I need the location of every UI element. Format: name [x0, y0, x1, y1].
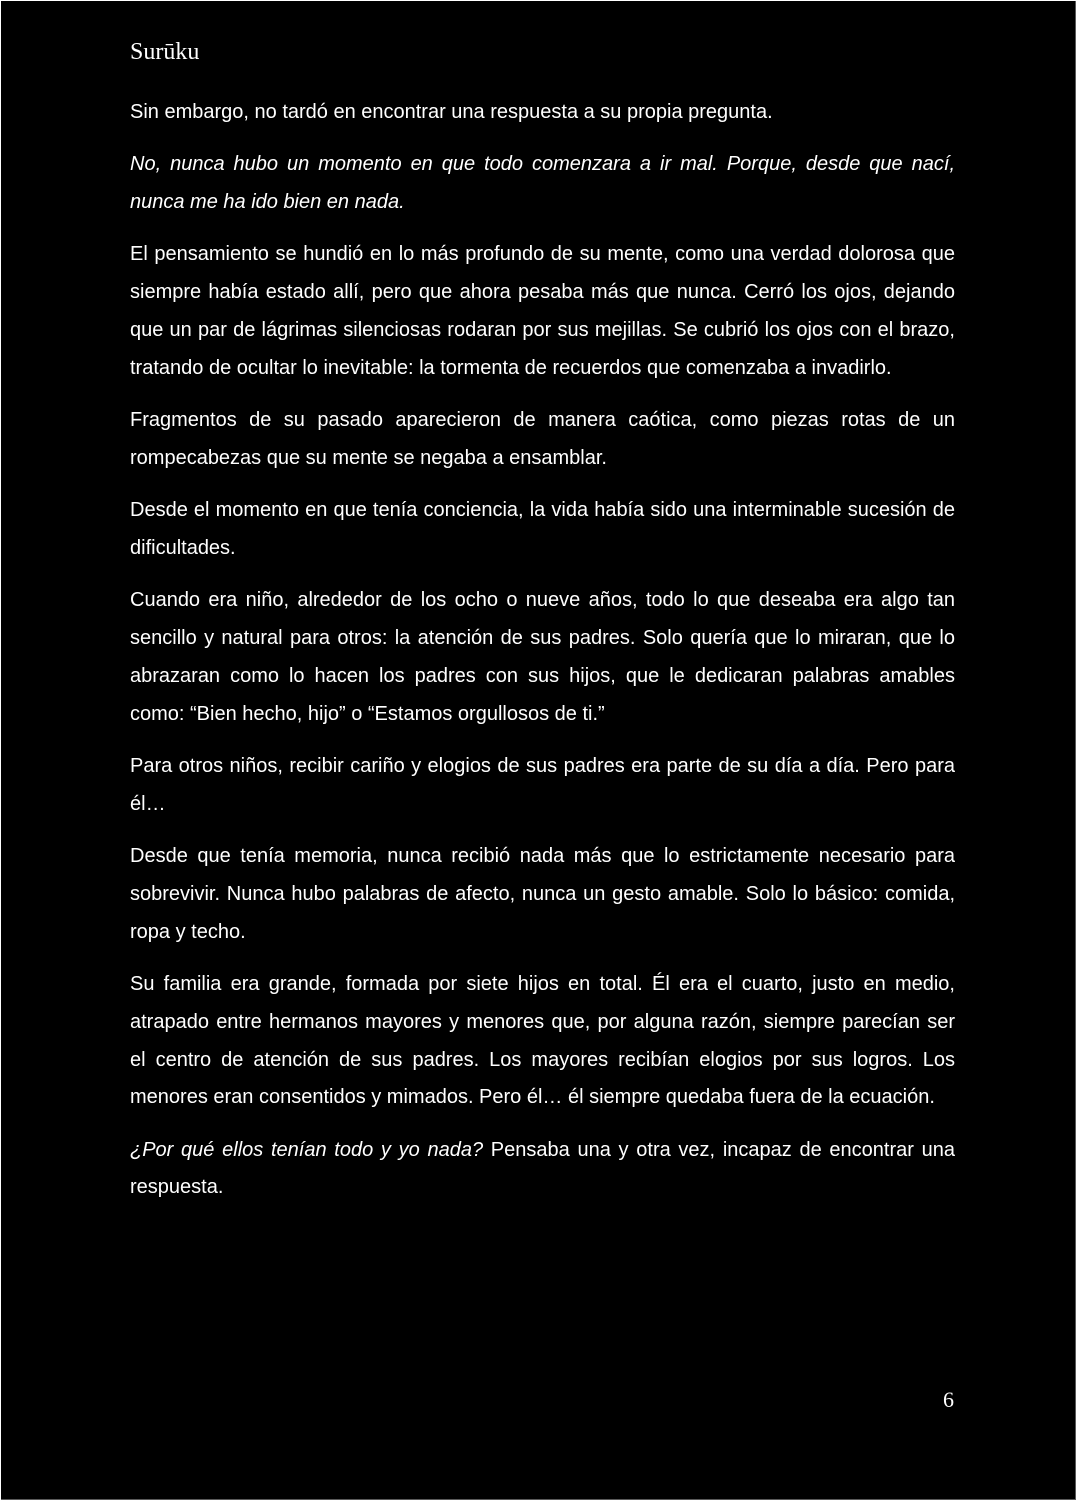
- paragraph-9: Su familia era grande, formada por siete hijos en total. Él era el cuarto, justo en medio, atrapado entre hermanos mayores y menores que, por alguna razón, siempre parecían ser el centro de atención de sus padres. Los mayores recibían elogios por sus logros. Los menores eran consentidos y mimados. Pero él… él siempre quedaba fuera de la ecuación.: [130, 972, 955, 1109]
- paragraph-8: Desde que tenía memoria, nunca recibió nada más que lo estrictamente necesario para sobrevivir. Nunca hubo palabras de afecto, nunca un gesto amable. Solo lo básico: comida, ropa y techo.: [130, 845, 955, 943]
- paragraph-7: Para otros niños, recibir cariño y elogios de sus padres era parte de su día a día. Pero para él…: [130, 754, 955, 815]
- paragraph-2-italic-thought: No, nunca hubo un momento en que todo comenzara a ir mal. Porque, desde que nací, nunca me ha ido bien en nada.: [130, 153, 955, 214]
- paragraph-6: Cuando era niño, alrededor de los ocho o nueve años, todo lo que deseaba era algo tan sencillo y natural para otros: la atención de sus padres. Solo quería que lo miraran, que lo abrazaran como lo hacen los padres con sus hijos, que le dedicaran palabras amables como: “Bien hecho, hijo” o “Estamos orgullosos de ti.”: [130, 589, 955, 725]
- paragraph-10-rest: Pensaba una y otra vez, incapaz de encontrar una respuesta.: [130, 1138, 955, 1199]
- paragraph-10-italic-question: ¿Por qué ellos tenían todo y yo nada?: [130, 1138, 484, 1161]
- document-page: [1, 1, 1076, 1500]
- paragraph-1: Sin embargo, no tardó en encontrar una respuesta a su propia pregunta.: [130, 101, 773, 123]
- paragraph-10: [130, 1132, 955, 1208]
- body-text: [130, 94, 955, 1222]
- paragraph-3: El pensamiento se hundió en lo más profundo de su mente, como una verdad dolorosa que siempre había estado allí, pero que ahora pesaba más que nunca. Cerró los ojos, dejando que un par de lágrimas silenciosas rodaran por sus mejillas. Se cubrió los ojos con el brazo, tratando de ocultar lo inevitable: la tormenta de recuerdos que comenzaba a invadirlo.: [130, 243, 955, 379]
- paragraph-5: Desde el momento en que tenía conciencia, la vida había sido una interminable sucesión de dificultades.: [130, 499, 955, 559]
- running-head-title: Surūku: [130, 39, 200, 65]
- page-number: 6: [943, 1387, 954, 1412]
- paragraph-4: Fragmentos de su pasado aparecieron de manera caótica, como piezas rotas de un rompecabezas que su mente se negaba a ensamblar.: [130, 409, 955, 469]
